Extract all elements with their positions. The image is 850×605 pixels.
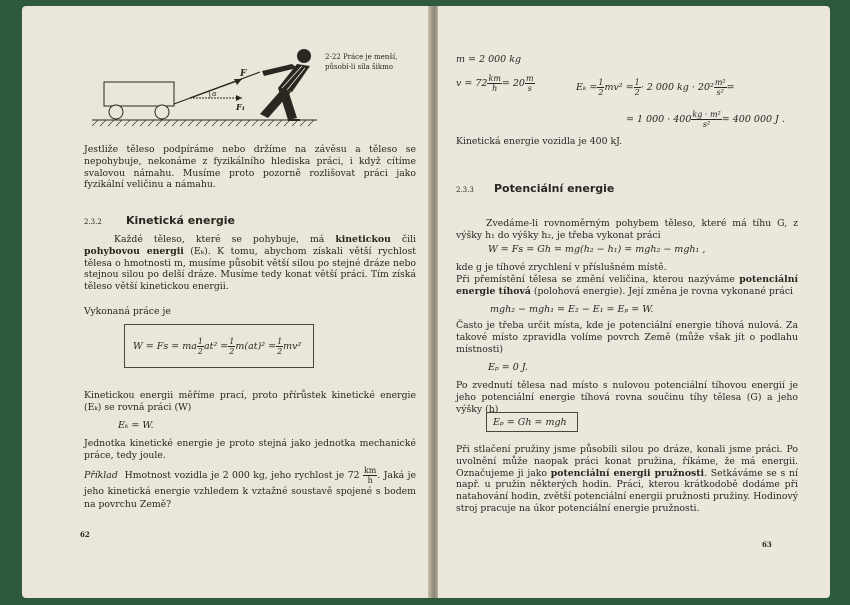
unit-paragraph: Jednotka kinetické energie je proto stejná jako jednotka mechanické práce, tedy joule.	[84, 438, 416, 461]
section-number-potential: 2.3.3	[456, 186, 474, 194]
formula-energy-change: mgh₂ − mgh₁ = E₂ − E₁ = Eₚ = W.	[490, 304, 654, 315]
kinetic-formula-box: W = Fs = ma $\frac{1}{2}$ at² = $\frac{1}{2}$ m(at)² = $\frac{1}{2}$ mv²	[124, 324, 314, 368]
formula-ek-equals-w: Eₖ = W.	[118, 420, 154, 431]
section-title-potential: Potenciální energie	[494, 182, 615, 195]
gravity-note: kde g je tíhové zrychlení v příslušném místě.	[456, 262, 667, 273]
right-page	[438, 6, 830, 598]
example-paragraph: Příklad Hmotnost vozidla je 2 000 kg, jeho rychlost je 72 $\frac{km}{h}$ . Jaká je jeho kinetická energie vzhledem k vztažné soustavě spojené s bodem na povrchu Země?	[84, 466, 416, 510]
given-velocity: v = 72 $\frac{km}{h}$ = 20 $\frac{m}{s}$	[456, 74, 534, 93]
section-number-kinetic: 2.3.2	[84, 218, 102, 226]
kinetic-measure-paragraph: Kinetickou energii měříme prací, proto přírůstek kinetické energie (Eₖ) se rovná práci (W)	[84, 390, 416, 413]
figure-cart-pulling	[92, 44, 327, 129]
kinetic-paragraph: Každé těleso, které se pohybuje, má kinetickou čili pohybovou energii (Eₖ). K tomu, abychom získali větší rychlost tělesa o hmotnosti m, musíme působit větší silou po stejné dráze nebo stejnou silou po delší dráze. Musíme tedy konat větší práci. Tím získá těleso větší kinetickou energii.	[84, 234, 416, 293]
left-page	[22, 6, 430, 598]
figure-label-angle: α	[212, 90, 217, 98]
figure-label-force-component: F₁	[236, 102, 246, 112]
intro-paragraph: Jestliže těleso podpíráme nebo držíme na závěsu a těleso se nepohybuje, nekonáme z fyzikálního hlediska práci, i když cítíme svalovou námahu. Musíme proto pozorně rozlišovat práci jako fyzikální veličinu a námahu.	[84, 144, 416, 191]
result-sentence: Kinetická energie vozidla je 400 kJ.	[456, 136, 623, 147]
potential-paragraph-4: Po zvednutí tělesa nad místo s nulovou potenciální tíhovou energií je jeho potenciální energie tíhová rovna součinu tíhy tělesa (G) a jeho výšky (h)	[456, 380, 798, 415]
work-done-label: Vykonaná práce je	[84, 306, 171, 317]
given-mass: m = 2 000 kg	[456, 54, 522, 65]
potential-paragraph-5: Při stlačení pružiny jsme působili silou po dráze, konali jsme práci. Po uvolnění může naopak práci konat pružina, říkáme, že má energii. Označujeme ji jako potenciální energii pružnosti. Setkáváme se s ní např. u pružin některých hodin. Práci, kterou krátkodobě dodáme při natahování hodin, zvětší potenciální energii pružnosti pružiny. Hodinový stroj pracuje na úkor potenciální energie pružnosti.	[456, 444, 798, 514]
figure-caption: 2-22 Práce je menší, působí-li síla šikmo	[325, 53, 398, 71]
formula-zero-energy: Eₚ = 0 J.	[488, 362, 528, 373]
figure-label-force: F	[240, 69, 247, 79]
potential-formula-box: Eₚ = Gh = mgh	[486, 412, 578, 432]
kinetic-energy-result-line: = 1 000 · 400 $\frac{\text{kg · m²}}{\text{s²}}$ = 400 000 J .	[626, 110, 785, 129]
potential-paragraph-1: Zvedáme-li rovnoměrným pohybem těleso, které má tíhu G, z výšky h₁ do výšky h₂, je třeba vykonat práci	[456, 218, 798, 241]
page-number-left: 62	[80, 530, 90, 539]
potential-paragraph-3: Často je třeba určit místa, kde je potenciální energie tíhová nulová. Za takové místo zpravidla volíme povrch Země (může však jít o podlahu místnosti)	[456, 320, 798, 355]
potential-paragraph-2: Při přemístění tělesa se změní veličina, kterou nazýváme potenciální energie tíhová (polohová energie). Její změna je rovna vykonané práci	[456, 274, 798, 297]
kinetic-energy-calculation: Eₖ = $\frac{1}{2}$ mv² = $\frac{1}{2}$ · 2 000 kg · 20² $\frac{\text{m²}}{\text{s²}}$ =	[576, 78, 735, 97]
section-title-kinetic: Kinetická energie	[126, 214, 235, 227]
formula-work-lift: W = Fs = Gh = mg(h₂ − h₁) = mgh₂ − mgh₁ ,	[488, 244, 706, 255]
page-number-right: 63	[762, 540, 772, 549]
